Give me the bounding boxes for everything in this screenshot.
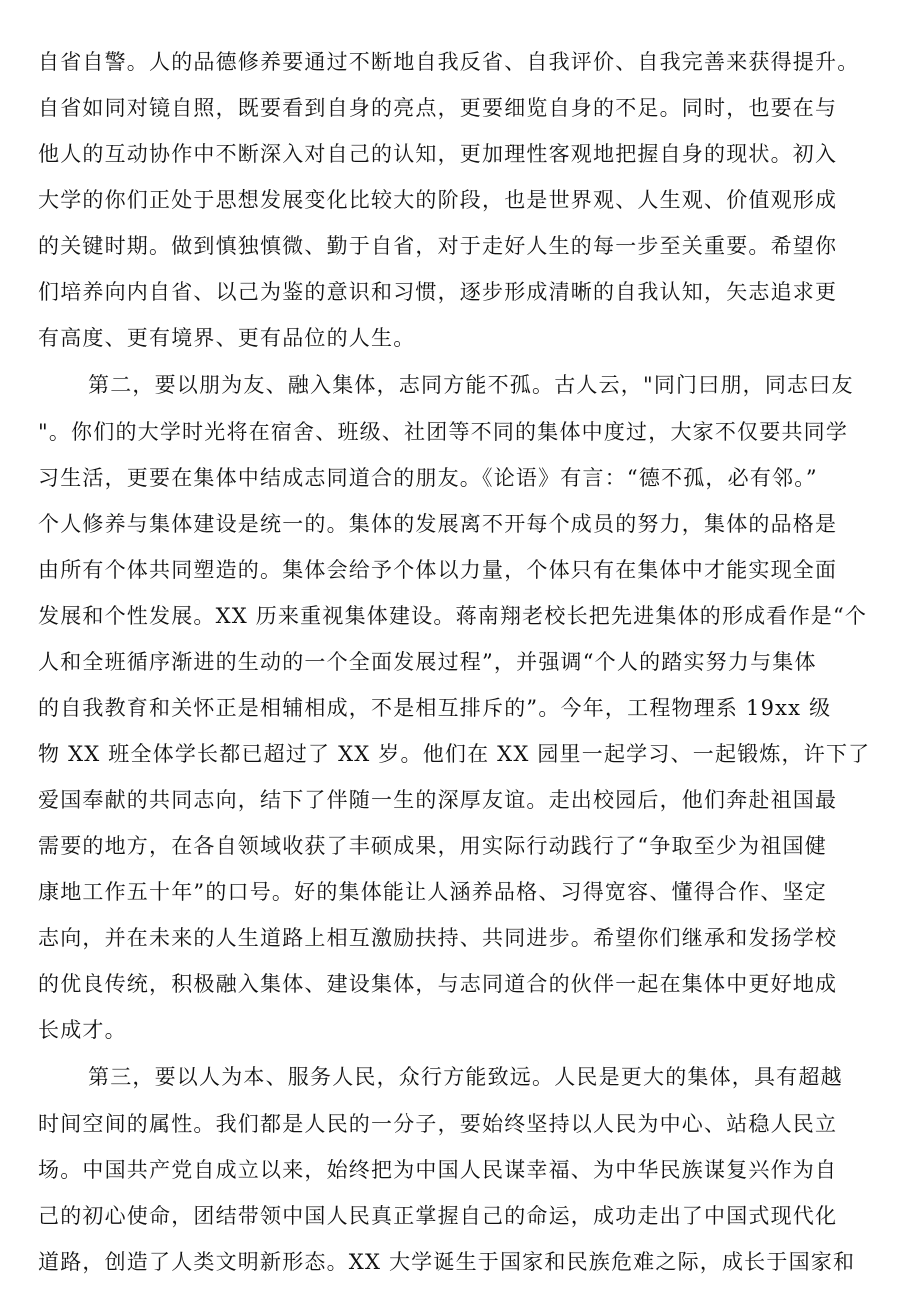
- text-line: 大学的你们正处于思想发展变化比较大的阶段，也是世界观、人生观、价值观形成: [38, 188, 838, 212]
- text-line: 的自我教育和关怀正是相辅相成，不是相互排斥的”。今年，工程物理系 19xx 级: [38, 696, 832, 720]
- text-line: 自省如同对镜自照，既要看到自身的亮点，更要细览自身的不足。同时，也要在与: [38, 96, 838, 120]
- text-line: 他人的互动协作中不断深入对自己的认知，更加理性客观地把握自身的现状。初入: [38, 142, 838, 166]
- text-line: 场。中国共产党自成立以来，始终把为中国人民谋幸福、为中华民族谋复兴作为自: [38, 1158, 838, 1182]
- text-line: 发展和个性发展。XX 历来重视集体建设。蒋南翔老校长把先进集体的形成看作是“个: [38, 604, 868, 628]
- text-line: 人和全班循序渐进的生动的一个全面发展过程”，并强调“个人的踏实努力与集体: [38, 650, 817, 674]
- text-line: 个人修养与集体建设是统一的。集体的发展离不开每个成员的努力，集体的品格是: [38, 512, 838, 536]
- text-line: 们培养向内自省、以己为鉴的意识和习惯，逐步形成清晰的自我认知，矢志追求更: [38, 280, 838, 304]
- text-line: "。你们的大学时光将在宿舍、班级、社团等不同的集体中度过，大家不仅要共同学: [38, 420, 849, 444]
- paragraph-three-opening: 第三，要以人为本、服务人民，众行方能致远。人民是更大的集体，具有超越: [88, 1065, 843, 1089]
- text-line: 长成才。: [38, 1018, 127, 1042]
- text-line: 物 XX 班全体学长都已超过了 XX 岁。他们在 XX 园里一起学习、一起锻炼，许下了: [38, 742, 871, 766]
- text-line: 需要的地方，在各自领域收获了丰硕成果，用实际行动践行了“争取至少为祖国健: [38, 834, 827, 858]
- text-line: 习生活，更要在集体中结成志同道合的朋友。《论语》有言：“德不孤，必有邻。”: [38, 466, 818, 490]
- text-line: 的优良传统，积极融入集体、建设集体，与志同道合的伙伴一起在集体中更好地成: [38, 972, 838, 996]
- text-line: 爱国奉献的共同志向，结下了伴随一生的深厚友谊。走出校园后，他们奔赴祖国最: [38, 788, 838, 812]
- text-line: 己的初心使命，团结带领中国人民真正掌握自己的命运，成功走出了中国式现代化: [38, 1204, 838, 1228]
- text-line: 志向，并在未来的人生道路上相互激励扶持、共同进步。希望你们继承和发扬学校: [38, 926, 838, 950]
- text-line: 康地工作五十年”的口号。好的集体能让人涵养品格、习得宽容、懂得合作、坚定: [38, 880, 827, 904]
- text-line: 道路，创造了人类文明新形态。XX 大学诞生于国家和民族危难之际，成长于国家和: [38, 1250, 856, 1274]
- paragraph-two-opening: 第二，要以朋为友、融入集体，志同方能不孤。古人云，"同门曰朋，同志曰友: [88, 373, 854, 397]
- text-line: 自省自警。人的品德修养要通过不断地自我反省、自我评价、自我完善来获得提升。: [38, 50, 860, 74]
- text-line: 由所有个体共同塑造的。集体会给予个体以力量，个体只有在集体中才能实现全面: [38, 558, 838, 582]
- text-line: 有高度、更有境界、更有品位的人生。: [38, 326, 416, 350]
- text-line: 的关键时期。做到慎独慎微、勤于自省，对于走好人生的每一步至关重要。希望你: [38, 234, 838, 258]
- text-line: 时间空间的属性。我们都是人民的一分子，要始终坚持以人民为中心、站稳人民立: [38, 1112, 838, 1136]
